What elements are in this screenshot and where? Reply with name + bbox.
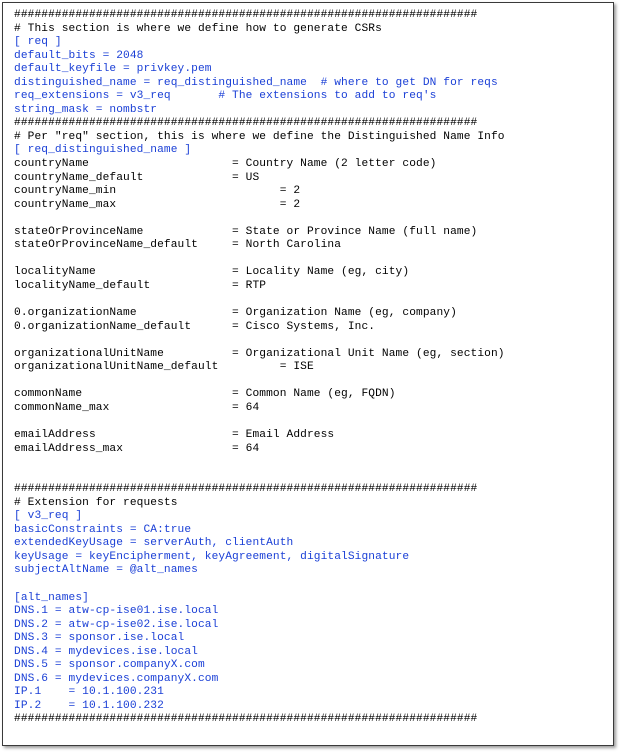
config-line: subjectAltName = @alt_names — [14, 564, 198, 577]
config-line: stateOrProvinceName_default = North Carolina — [14, 239, 342, 252]
config-line: #################################################################### — [14, 117, 478, 130]
blank-line — [14, 415, 505, 429]
config-line: organizationalUnitName = Organizational Unit Name (eg, section) — [14, 347, 505, 360]
openssl-config-listing — [14, 9, 505, 727]
config-line: #################################################################### — [14, 9, 478, 21]
blank-line — [14, 212, 505, 226]
config-line: IP.2 = 10.1.100.232 — [14, 699, 164, 712]
config-line: #################################################################### — [14, 483, 478, 496]
config-line: DNS.6 = mydevices.companyX.com — [14, 672, 219, 685]
config-line: countryName_min = 2 — [14, 185, 301, 198]
config-document-frame — [2, 2, 614, 746]
config-line: [alt_names] — [14, 591, 89, 604]
config-line: commonName_max = 64 — [14, 401, 260, 414]
config-line: stateOrProvinceName = State or Province Name (full name) — [14, 225, 478, 238]
config-line: emailAddress = Email Address — [14, 428, 335, 441]
config-line: distinguished_name = req_distinguished_name # where to get DN for reqs — [14, 76, 498, 89]
config-line: DNS.3 = sponsor.ise.local — [14, 632, 185, 645]
config-line: keyUsage = keyEncipherment, keyAgreement, digitalSignature — [14, 550, 410, 563]
config-line: basicConstraints = CA:true — [14, 523, 192, 536]
config-line: countryName_default = US — [14, 171, 260, 184]
config-line: default_keyfile = privkey.pem — [14, 63, 212, 76]
blank-line — [14, 293, 505, 307]
config-line: localityName_default = RTP — [14, 279, 267, 292]
config-line: req_extensions = v3_req # The extensions to add to req's — [14, 90, 437, 103]
config-line: emailAddress_max = 64 — [14, 442, 260, 455]
config-line: commonName = Common Name (eg, FQDN) — [14, 388, 396, 401]
config-line: countryName_max = 2 — [14, 198, 301, 211]
config-line: # Extension for requests — [14, 496, 178, 509]
config-line: 0.organizationName_default = Cisco Systems, Inc. — [14, 320, 376, 333]
blank-line — [14, 470, 505, 484]
config-line: # This section is where we define how to generate CSRs — [14, 22, 382, 35]
blank-line — [14, 456, 505, 470]
config-line: DNS.1 = atw-cp-ise01.ise.local — [14, 605, 219, 618]
config-line: organizationalUnitName_default = ISE — [14, 361, 314, 374]
config-line: DNS.2 = atw-cp-ise02.ise.local — [14, 618, 219, 631]
config-line: default_bits = 2048 — [14, 49, 144, 62]
config-line: DNS.5 = sponsor.companyX.com — [14, 659, 205, 672]
config-line: IP.1 = 10.1.100.231 — [14, 686, 164, 699]
config-line: DNS.4 = mydevices.ise.local — [14, 645, 198, 658]
config-line: localityName = Locality Name (eg, city) — [14, 266, 410, 279]
config-line: countryName = Country Name (2 letter code) — [14, 158, 437, 171]
config-line: [ req_distinguished_name ] — [14, 144, 192, 157]
config-line: string_mask = nombstr — [14, 103, 158, 116]
config-line: [ v3_req ] — [14, 510, 83, 523]
config-line: 0.organizationName = Organization Name (eg, company) — [14, 307, 457, 320]
config-line: #################################################################### — [14, 713, 478, 726]
config-line: # Per "req" section, this is where we define the Distinguished Name Info — [14, 130, 505, 143]
blank-line — [14, 375, 505, 389]
blank-line — [14, 578, 505, 592]
config-line: [ req ] — [14, 36, 62, 49]
config-line: extendedKeyUsage = serverAuth, clientAuth — [14, 537, 294, 550]
blank-line — [14, 334, 505, 348]
blank-line — [14, 253, 505, 267]
